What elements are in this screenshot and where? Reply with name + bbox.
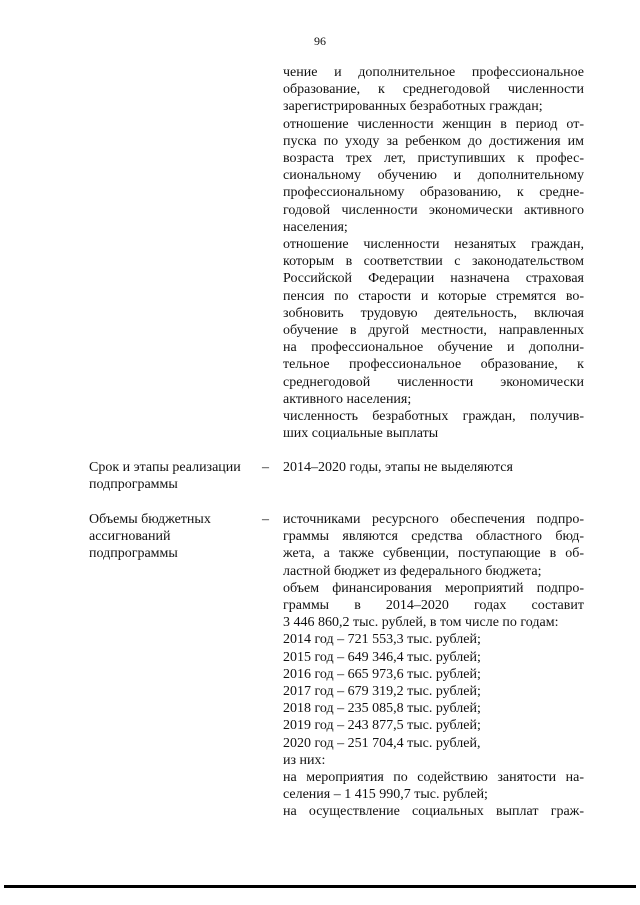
indicators-text-line: среднегодовой численности экономически <box>283 374 584 390</box>
budget-text-line: 2019 год – 243 877,5 тыс. рублей; <box>283 718 481 734</box>
budget-text-block <box>283 511 584 821</box>
budget-text-line: 2020 год – 251 704,4 тыс. рублей, <box>283 735 481 751</box>
bottom-rule <box>4 885 636 888</box>
indicators-text-line: населения; <box>283 219 348 235</box>
indicators-text-line: активного населения; <box>283 391 412 407</box>
indicators-text-line: профессиональному образованию, к средне- <box>283 185 584 201</box>
indicators-text-line: возраста трех лет, приступивших к профес- <box>283 151 584 167</box>
indicators-text-line: пуска по уходу за ребенком до достижения им <box>283 133 584 149</box>
indicators-text-line: численность безработных граждан, получив- <box>283 409 584 425</box>
term-value-text: 2014–2020 годы, этапы не выделяются <box>283 460 513 475</box>
budget-text-line: объем финансирования мероприятий подпро- <box>283 580 584 596</box>
indicators-text-line: чение и дополнительное профессиональное <box>283 65 584 80</box>
indicators-text-line: отношение численности женщин в период от- <box>283 116 584 132</box>
budget-label-line: подпрограммы <box>89 546 178 562</box>
indicators-text-block <box>283 64 584 442</box>
budget-text-line: 2016 год – 665 973,6 тыс. рублей; <box>283 666 481 682</box>
budget-text-line: 2014 год – 721 553,3 тыс. рублей; <box>283 632 481 648</box>
indicators-text-line: на профессиональное обучение и дополни- <box>283 340 584 356</box>
indicators-text-line: сиональному обучению и дополнительному <box>283 168 584 184</box>
page-number: 96 <box>314 34 326 48</box>
budget-text-line: на осуществление социальных выплат граж- <box>283 804 584 820</box>
indicators-text-line: которым в соответствии с законодательством <box>283 254 584 270</box>
budget-text-line: селения – 1 415 990,7 тыс. рублей; <box>283 787 488 803</box>
budget-text-line: граммы в 2014–2020 годах составит <box>283 598 584 614</box>
budget-text-line: граммы являются средства областного бюд- <box>283 529 584 545</box>
indicators-text-line: отношение численности незанятых граждан, <box>283 237 584 253</box>
term-label <box>89 459 259 493</box>
budget-text-line: жета, а также субвенции, поступающие в об- <box>283 546 584 562</box>
budget-text-line: источниками ресурсного обеспечения подпро- <box>283 512 584 527</box>
budget-text-line: на мероприятия по содействию занятости на- <box>283 770 584 786</box>
indicators-text-line: обучение в другой местности, направленных <box>283 323 584 339</box>
indicators-text-line: зарегистрированных безработных граждан; <box>283 99 543 115</box>
indicators-text-line: ших социальные выплаты <box>283 426 439 442</box>
budget-text-line: из них: <box>283 752 326 768</box>
budget-text-line: 2017 год – 679 319,2 тыс. рублей; <box>283 684 481 700</box>
indicators-text-line: годовой численности экономически активного <box>283 202 584 218</box>
indicators-text-line: зобновить трудовую деятельность, включая <box>283 305 584 321</box>
indicators-text-line: Российской Федерации назначена страховая <box>283 271 584 287</box>
budget-text-line: 2015 год – 649 346,4 тыс. рублей; <box>283 649 481 665</box>
term-dash: – <box>262 460 269 475</box>
term-value <box>283 459 584 476</box>
indicators-text-line: тельное профессиональное образование, к <box>283 357 584 373</box>
indicators-text-line: образование, к среднегодовой численности <box>283 82 584 98</box>
budget-label-line: ассигнований <box>89 529 171 545</box>
budget-text-line: 3 446 860,2 тыс. рублей, в том числе по годам: <box>283 615 559 631</box>
term-label-line: Срок и этапы реализации <box>89 460 241 475</box>
term-label-line: подпрограммы <box>89 477 178 493</box>
budget-text-line: ластной бюджет из федерального бюджета; <box>283 563 542 579</box>
budget-label <box>89 511 259 563</box>
budget-dash: – <box>262 512 269 527</box>
indicators-text-line: пенсия по старости и которые стремятся во- <box>283 288 584 304</box>
budget-text-line: 2018 год – 235 085,8 тыс. рублей; <box>283 701 481 717</box>
budget-label-line: Объемы бюджетных <box>89 512 211 527</box>
